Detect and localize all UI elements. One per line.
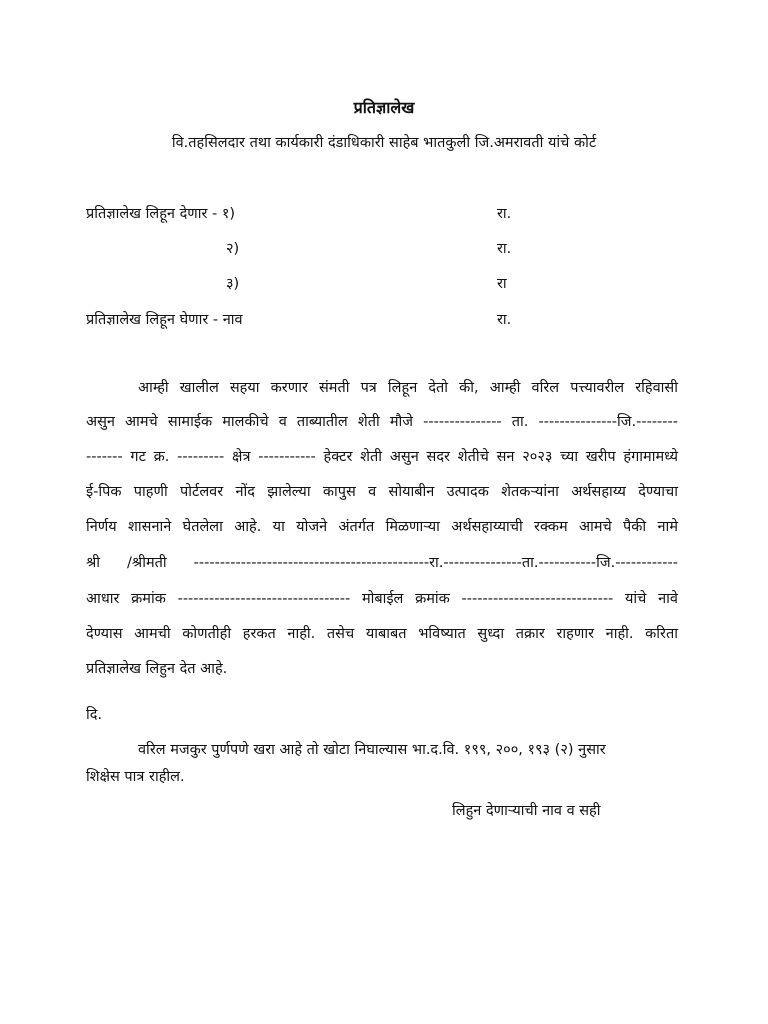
court-line: वि.तहसिलदार तथा कार्यकारी दंडाधिकारी साहेब भातकुली जि.अमरावती यांचे कोर्ट [171,135,597,151]
receiver-label: प्रतिज्ञालेख लिहून घेणार - नाव [86,312,243,328]
giver-2: २) [226,241,240,257]
body-line: देण्यास आमची कोणतीही हरकत नाही. तसेच याबाबत भविष्यात सुध्दा तक्रार राहणार नाही. करिता [86,626,678,642]
document-title: प्रतिज्ञालेख [353,98,415,117]
residence-2: रा. [497,241,512,257]
declaration-line-1: वरिल मजकुर पुर्णपणे खरा आहे तो खोटा निघाल्यास भा.द.वि. १९९, २००, १९३ (२) नुसार [138,742,606,758]
declaration-line-2: शिक्षेस पात्र राहील. [86,769,185,785]
body-line: आम्ही खालील सहया करणार संमती पत्र लिहून देतो की, आम्ही वरिल पत्त्यावरील रहिवासी [138,380,678,396]
body-line: असुन आमचे सामाईक मालकीचे व ताब्यातील शेती मौजे --------------- ता. ---------------जि.-------- [86,414,678,430]
body-line: निर्णय शासनाने घेतलेला आहे. या योजने अंतर्गत मिळणाऱ्या अर्थसहाय्याची रक्कम आमचे पैकी नामे [86,519,678,535]
body-last-line: प्रतिज्ञालेख लिहुन देत आहे. [86,661,228,677]
body-line: श्री /श्रीमती ---------------------------------------------रा.---------------ता.-----------जि.------------ [86,555,678,571]
body-line: ई-पिक पाहणी पोर्टलवर नोंद झालेल्या कापुस व सोयाबीन उत्पादक शेतकऱ्यांना अर्थसहाय्य देण्याचा [86,484,678,500]
giver-3: ३) [226,276,240,292]
residence-4: रा. [497,312,512,328]
body-line: आधार क्रमांक --------------------------------- मोबाईल क्रमांक ----------------------------- यांचे नावे [86,591,678,607]
date-label: दि. [86,707,103,723]
givers-label: प्रतिज्ञालेख लिहून देणार - १) [86,206,236,222]
signature-label: लिहुन देणाऱ्याची नाव व सही [452,803,601,819]
residence-3: रा [497,276,507,292]
body-line: ------- गट क्र. --------- क्षेत्र ----------- हेक्टर शेती असुन सदर शेतीचे सन २०२३ च्या खरीप हंगामामध्ये [86,449,678,465]
residence-1: रा. [497,206,512,222]
